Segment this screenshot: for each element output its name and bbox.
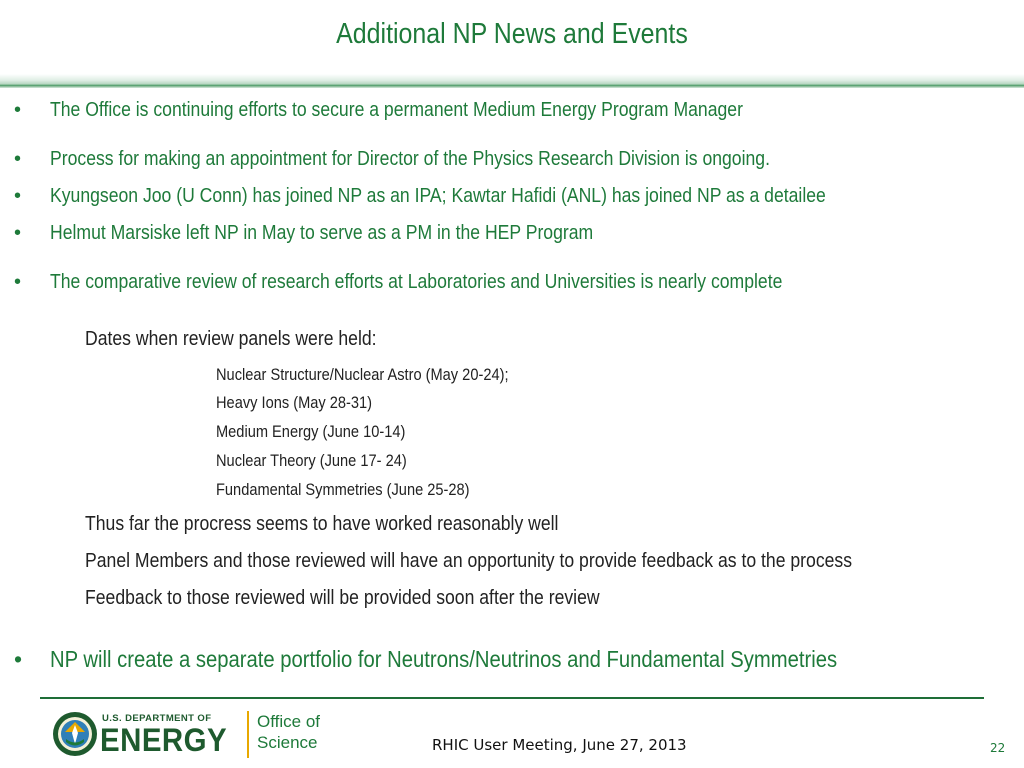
page-number: 22 (990, 741, 1006, 755)
bullet-text: Helmut Marsiske left NP in May to serve as a PM in the HEP Program (50, 222, 594, 244)
doe-name-small: U.S. DEPARTMENT OF (102, 713, 212, 724)
review-panel-item: Fundamental Symmetries (June 25-28) (216, 480, 470, 499)
bullet-marker: • (14, 222, 22, 244)
bullet-text: Kyungseon Joo (U Conn) has joined NP as an IPA; Kawtar Hafidi (ANL) has joined NP as a detailee (50, 185, 826, 207)
office-line-2: Science (257, 733, 318, 752)
review-dates-heading: Dates when review panels were held: (85, 328, 377, 350)
bullet-text: The Office is continuing efforts to secure a permanent Medium Energy Program Manager (50, 99, 743, 121)
bullet-text: NP will create a separate portfolio for Neutrons/Neutrinos and Fundamental Symmetries (50, 646, 838, 672)
bullet-marker: • (14, 646, 23, 672)
office-line-1: Office of (257, 712, 320, 731)
doe-name-large: ENERGY (100, 722, 228, 758)
footer-rule (40, 697, 984, 699)
bullet-text: The comparative review of research efforts at Laboratories and Universities is nearly complete (50, 271, 783, 293)
review-note: Feedback to those reviewed will be provided soon after the review (85, 587, 600, 609)
doe-seal-icon (52, 711, 98, 757)
bullet-marker: • (14, 148, 22, 170)
review-panel-item: Nuclear Structure/Nuclear Astro (May 20-24); (216, 365, 509, 384)
review-note: Panel Members and those reviewed will have an opportunity to provide feedback as to the process (85, 550, 853, 572)
logo-divider (247, 711, 249, 758)
office-of-science-text (257, 711, 320, 753)
review-panel-item: Nuclear Theory (June 17- 24) (216, 451, 407, 470)
doe-office-of-science-logo (52, 711, 342, 759)
bullet-text: Process for making an appointment for Director of the Physics Research Division is ongoing. (50, 148, 770, 170)
title-underline-line (0, 86, 1024, 87)
review-panel-item: Heavy Ions (May 28-31) (216, 393, 373, 412)
bullet-marker: • (14, 271, 22, 293)
review-note: Thus far the procress seems to have worked reasonably well (85, 513, 559, 535)
bullet-marker: • (14, 99, 22, 121)
slide-title: Additional NP News and Events (336, 18, 688, 50)
review-panel-item: Medium Energy (June 10-14) (216, 422, 406, 441)
meeting-caption: RHIC User Meeting, June 27, 2013 (432, 736, 687, 754)
bullet-marker: • (14, 185, 22, 207)
